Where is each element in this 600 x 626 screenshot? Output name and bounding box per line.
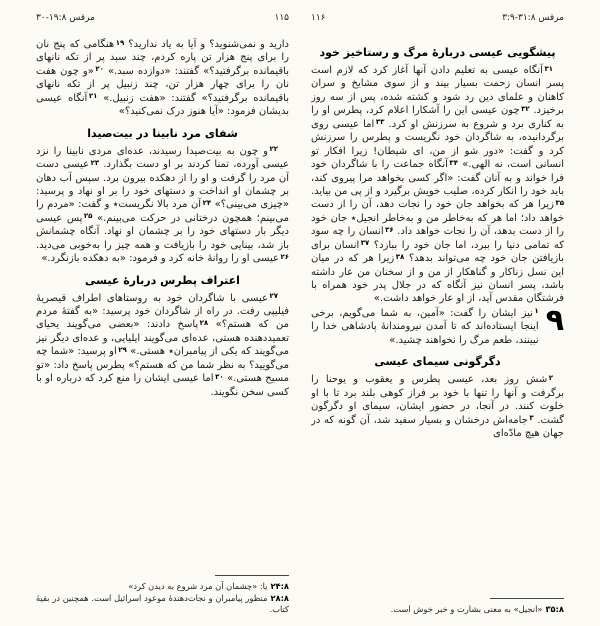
footnote-divider-left: [215, 575, 289, 576]
verses-8-22-26: $^{۲۲}$و چون به بیت‌صیدا رسیدند، عده‌ای مردی نابینا را نزد عیسی آورده، تمنا کردند بر او دست بگذارد. $^{۲۳}$عیسی دست آن مرد را گرفت و او را از دهکده بیرون برد. سپس آب دهان بر چشمان او انداخت و دستهای خود را بر او نهاد و پرسید: «چیزی می‌بینی؟» $^{۲۴}$آن مرد بالا نگریست٭ و گفت: «مردم را می‌بینم؛ همچون درختانی در حرکت می‌بینم.» $^{۲۵}$پس عیسی دیگر بار دستهای خود را بر چشمان او نهاد. آنگاه چشمانش باز شد، بینایی خود را بازیافت و همه چیز را به‌خوبی می‌دید. $^{۲۶}$عیسی او را روانهٔ خانه کرد و فرمود: «به دهکده بازنگرد.»: [36, 145, 289, 265]
running-head-left: [36, 13, 289, 23]
footnote-text: «انجیل» به معنی بشارت و خبر خوش است.: [390, 604, 543, 615]
footnotes-left: [36, 575, 289, 616]
verses-8-19-21: دارید و نمی‌شنوید؟ و آیا به یاد ندارید؟ $^{۱۹}$هنگامی که پنج نان را برای پنج هزار تن پاره کردم، چند سبد پر از تکه نانهای باقیمانده برگرفتید؟» گفتند: «دوازده سبد.» $^{۲۰}$«و چون هفت نان را برای چهار هزار تن، چند زنبیل پر از تکه نانهای باقیمانده برگرفتید؟» گفتند: «هفت زنبیل.» $^{۲۱}$آنگاه عیسی بدیشان فرمود: «آیا هنوز درک نمی‌کنید؟»: [36, 38, 289, 118]
footnote: [311, 604, 564, 615]
verse-number: ۱۹: [115, 38, 125, 47]
footnote-divider-right: [490, 598, 564, 599]
footnote: [36, 593, 289, 615]
footnote-ref: ۳۵:۸: [545, 604, 564, 615]
page-116: [311, 38, 564, 620]
footnote-ref: ۲۴:۸: [270, 581, 289, 592]
verse-number: ۲۳: [90, 158, 100, 167]
running-head-ref-left: مرقس ۱۹:۸-۳۰: [36, 13, 95, 23]
verse-number: ۳۸: [395, 252, 405, 261]
heading-peter-confession: اعتراف پطرس دربارهٔ عیسی: [85, 273, 240, 287]
verse-number: ۳۰: [215, 372, 224, 381]
verse-number: ۳۵: [555, 198, 564, 207]
page-115-body: [36, 38, 289, 400]
chapter-number-9: ۹: [545, 302, 564, 338]
verses-8-27-30: $^{۲۷}$عیسی با شاگردان خود به روستاهای اطراف قیصریهٔ فیلیپی رفت. در راه از شاگردان خود پرسید: «به گفتهٔ مردم من که هستم؟» $^{۲۸}$پاسخ دادند: «بعضی می‌گویند یحیای تعمیددهنده هستی، عده‌ای می‌گویند ایلیایی، و عده‌ای دیگر نیز می‌گویند که یکی از پیامبران٭ هستی.» $^{۲۹}$او پرسید: «شما چه می‌گویید؟ به نظر شما من که هستم؟» پطرس پاسخ داد: «تو مسیح هستی.» $^{۳۰}$اما عیسی ایشان را منع کرد که درباره او با کسی سخن نگویند.: [36, 292, 289, 398]
running-head-ref-right: مرقس ۳۱:۸-۳:۹: [502, 13, 564, 23]
verse-number: ۲۵: [83, 212, 93, 221]
page-115: [36, 38, 289, 620]
verse-number: ۳۱: [544, 64, 553, 73]
heading-transfiguration: دگرگونی سیمای عیسی: [374, 355, 501, 369]
footnote: [36, 581, 289, 592]
heading-blind-man-bethsaida: شفای مرد نابینا در بیت‌صیدا: [87, 126, 238, 140]
verse-number: ۳۶: [385, 225, 394, 234]
footnote-ref: ۲۸:۸: [270, 593, 289, 604]
verse-number: ۲۱: [88, 92, 98, 101]
footnote-text: منظور پیامبران و نجات‌دهندهٔ موعود اسرائیل است. همچنین در بقیهٔ کتاب.: [36, 593, 289, 615]
footnotes-right: [311, 598, 564, 616]
verses-9-2-3: $^۲$شش روز بعد، عیسی پطرس و یعقوب و یوحنا را برگرفت و آنها را تنها با خود بر فراز کوهی بلند برد تا با او خلوت کنند. در آنجا، در حضور ایشان، سیمای او دگرگون گشت. $^۳$جامه‌اش درخشان و بسیار سفید شد، آن گونه که در جهان هیچ مادّه‌ای: [311, 373, 564, 439]
page-number-116: ۱۱۶: [311, 13, 326, 23]
verse-number: ۱: [534, 307, 539, 316]
verse-number: ۲۶: [280, 252, 289, 261]
footnote-text: یا: «چشمان آن مرد شروع به دیدن کرد»: [128, 581, 268, 592]
verse-number: ۳۳: [375, 118, 385, 127]
verses-8-31-38: $^{۳۱}$آنگاه عیسی به تعلیم دادن آنها آغاز کرد که لازم است پسر انسان زحمت بسیار بیند و از سوی مشایخ و سران کاهنان و علمای دین رد شود و کشته شده، پس از سه روز برخیزد. $^{۳۲}$چون عیسی این را آشکارا اعلام کرد، پطرس او را به کناری برد و شروع به سرزنش او کرد. $^{۳۳}$اما عیسی روی برگردانیده، به شاگردان خود نگریست و پطرس را سرزنش کرد و گفت: «دور شو از من، ای شیطان! زیرا افکار تو انسانی است، نه الهی.» $^{۳۴}$آنگاه جماعت را با شاگردان خود فرا خواند و به آنان گفت: «اگر کسی بخواهد مرا پیروی کند، باید خود را انکار کرده، صلیب خویش برگیرد و از پی من بیاید. $^{۳۵}$زیرا هر که بخواهد جان خود را نجات دهد، آن را از دست خواهد داد؛ اما هر که به‌خاطر من و به‌خاطر انجیل٭ جان خود را از دست بدهد، آن را نجات خواهد داد. $^{۳۶}$انسان را چه سود که تمامی دنیا را ببرد، اما جان خود را ببازد؟ $^{۳۷}$انسان برای بازیافتن جان خود چه می‌تواند بدهد؟ $^{۳۸}$زیرا هر که در میان این نسل زناکار و گناهکار از من و از سخنان من عار داشته باشد، پسر انسان نیز آنگاه که در جلال پدر خود همراه با فرشتگان مقدس آید، از او عار خواهد داشت.»: [311, 64, 564, 305]
verse-number: ۳۴: [449, 158, 458, 167]
verse-number: ۳۲: [521, 104, 530, 113]
verses-9-1: $^۱$نیز ایشان را گفت: «آمین، به شما می‌گویم، برخی اینجا ایستاده‌اند که تا آمدن نیرومندانهٔ پادشاهی خدا را نبینند، طعم مرگ را نخواهند چشید.»: [311, 307, 539, 346]
verse-number: ۲۲: [269, 145, 278, 154]
heading-death-resurrection-prediction: پیشگویی عیسی دربارهٔ مرگ و رستاخیز خود: [319, 46, 556, 59]
verse-number: ۲: [548, 373, 553, 382]
page-116-body: [311, 38, 564, 441]
running-head-right: [311, 13, 564, 23]
verse-number: ۲۴: [202, 198, 212, 207]
chapter-9-opening: [311, 302, 564, 347]
verse-number: ۲۸: [199, 318, 209, 327]
verse-number: ۳۷: [360, 239, 370, 248]
page-number-115: ۱۱۵: [274, 13, 289, 23]
verse-number: ۳: [529, 414, 534, 422]
verse-number: ۲۷: [269, 292, 278, 301]
verse-number: ۲۰: [95, 65, 104, 74]
verse-number: ۲۹: [118, 345, 127, 354]
